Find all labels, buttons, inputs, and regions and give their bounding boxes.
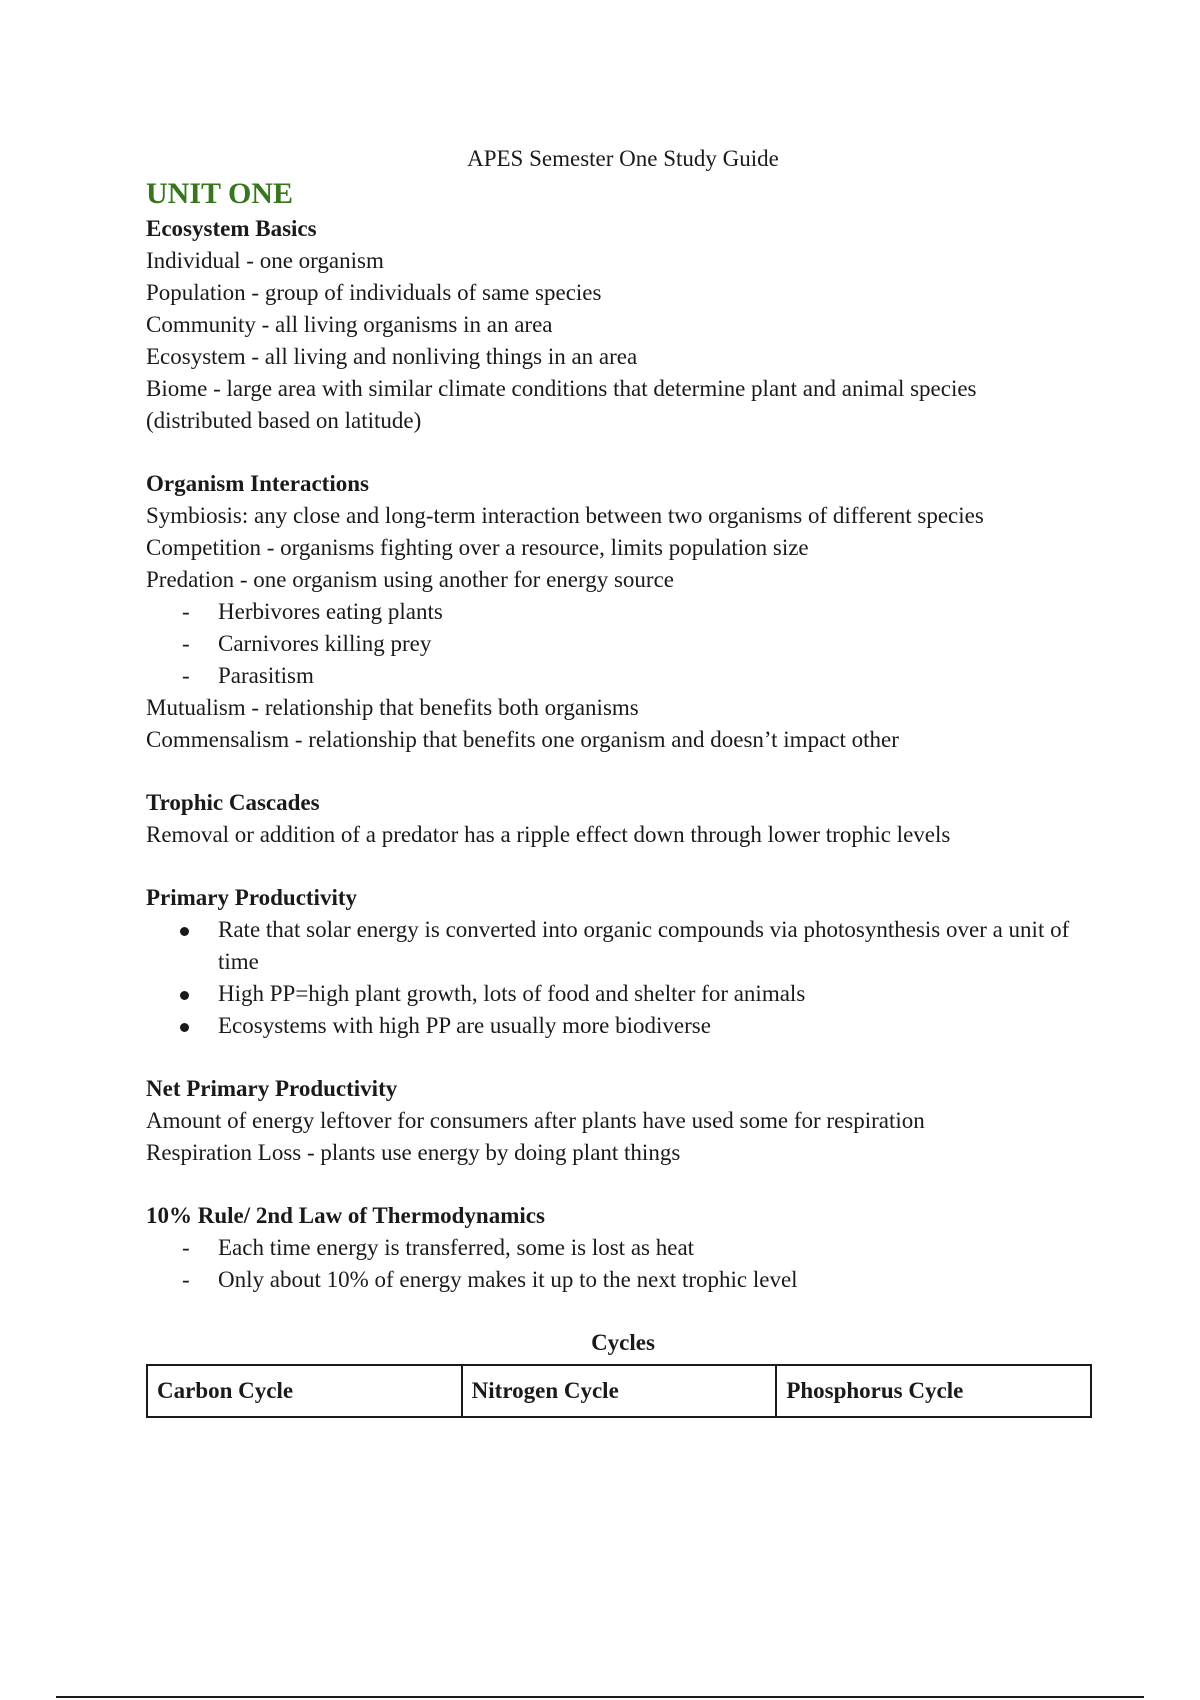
text-line: Community - all living organisms in an area [146, 312, 553, 337]
cycles-table [146, 1364, 1092, 1418]
section-primary-productivity [146, 882, 1096, 1042]
list-item [146, 628, 1096, 660]
text-line: Amount of energy leftover for consumers after plants have used some for respiration [146, 1108, 925, 1133]
bullet-icon [180, 991, 189, 1000]
text-line: Mutualism - relationship that benefits both organisms [146, 695, 639, 720]
text-line: Individual - one organism [146, 248, 384, 273]
list-item-text: Ecosystems with high PP are usually more biodiverse [218, 1013, 711, 1038]
unit-heading: UNIT ONE [146, 177, 293, 210]
text-line: Population - group of individuals of same species [146, 280, 602, 305]
bullet-icon [180, 1023, 189, 1032]
table-row [147, 1365, 1091, 1417]
list-item-text: Each time energy is transferred, some is lost as heat [218, 1235, 695, 1260]
list-item-text: High PP=high plant growth, lots of food and shelter for animals [218, 981, 806, 1006]
list-item [146, 1264, 1096, 1296]
text-line: Predation - one organism using another for energy source [146, 567, 675, 592]
text-line: Biome - large area with similar climate conditions that determine plant and animal species [146, 376, 977, 401]
section-ecosystem-basics [146, 213, 1096, 437]
text-line: Removal or addition of a predator has a ripple effect down through lower trophic levels [146, 822, 951, 847]
table-header-cell: Phosphorus Cycle [776, 1365, 1091, 1417]
table-title: Cycles [591, 1330, 655, 1355]
list-item [146, 1232, 1096, 1264]
table-header-cell: Carbon Cycle [147, 1365, 462, 1417]
document-body [146, 143, 1096, 1418]
page-bottom-rule [56, 1696, 1144, 1698]
document-title: APES Semester One Study Guide [467, 146, 779, 171]
dash-list [146, 1232, 1096, 1296]
text-line: (distributed based on latitude) [146, 408, 422, 433]
section-net-primary-productivity [146, 1073, 1096, 1169]
dash-marker: - [182, 631, 190, 656]
table-header-cell: Nitrogen Cycle [462, 1365, 777, 1417]
list-item [146, 978, 1096, 1010]
dash-marker: - [182, 599, 190, 624]
bullet-list [146, 914, 1096, 1042]
spacer [146, 756, 1096, 787]
list-item [146, 1010, 1096, 1042]
text-line: Ecosystem - all living and nonliving things in an area [146, 344, 638, 369]
list-item-text: Parasitism [218, 663, 314, 688]
list-item-text: Carnivores killing prey [218, 631, 432, 656]
list-item-text: Herbivores eating plants [218, 599, 443, 624]
list-item [146, 596, 1096, 628]
section-cycles [146, 1327, 1096, 1418]
spacer [146, 1042, 1096, 1073]
bullet-icon [180, 927, 189, 936]
text-line: Symbiosis: any close and long-term interaction between two organisms of different species [146, 503, 984, 528]
list-item-text: Rate that solar energy is converted into organic compounds via photosynthesis over a unit of time [218, 917, 1070, 974]
section-organism-interactions [146, 468, 1096, 756]
section-ten-percent-rule [146, 1200, 1096, 1296]
list-item-text: Only about 10% of energy makes it up to the next trophic level [218, 1267, 798, 1292]
section-heading: Organism Interactions [146, 471, 369, 496]
text-line: Commensalism - relationship that benefits one organism and doesn’t impact other [146, 727, 899, 752]
spacer [146, 851, 1096, 882]
section-heading: Net Primary Productivity [146, 1076, 398, 1101]
spacer [146, 437, 1096, 468]
list-item [146, 660, 1096, 692]
text-line: Competition - organisms fighting over a resource, limits population size [146, 535, 809, 560]
section-heading: Ecosystem Basics [146, 216, 317, 241]
dash-marker: - [182, 663, 190, 688]
dash-marker: - [182, 1235, 190, 1260]
section-heading: Trophic Cascades [146, 790, 320, 815]
section-heading: Primary Productivity [146, 885, 357, 910]
predation-list [146, 596, 1096, 692]
spacer [146, 1169, 1096, 1200]
text-line: Respiration Loss - plants use energy by doing plant things [146, 1140, 681, 1165]
section-heading: 10% Rule/ 2nd Law of Thermodynamics [146, 1203, 545, 1228]
list-item [146, 914, 1096, 978]
spacer [146, 1296, 1096, 1327]
dash-marker: - [182, 1267, 190, 1292]
section-trophic-cascades [146, 787, 1096, 851]
